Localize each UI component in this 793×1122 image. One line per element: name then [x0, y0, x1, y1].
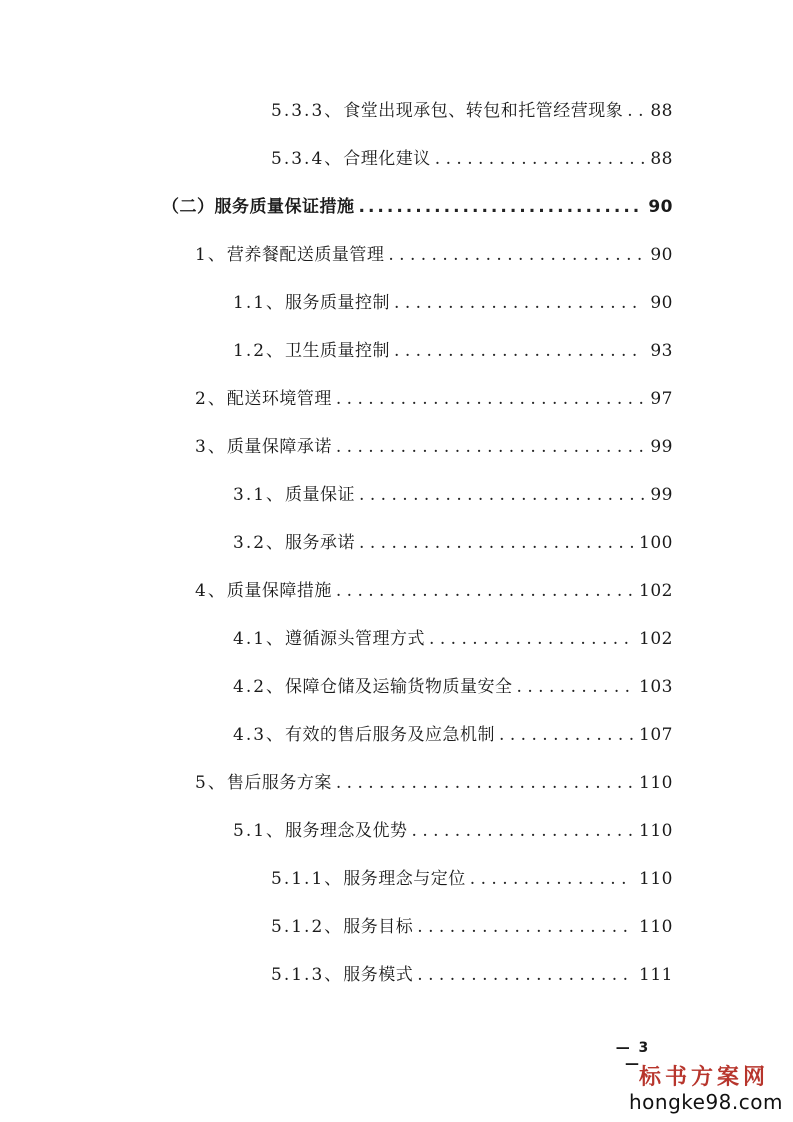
- toc-entry-title: 卫生质量控制: [285, 341, 391, 361]
- dot-leader: [336, 768, 633, 798]
- toc-entry-page: 88: [650, 149, 673, 169]
- watermark-cn-text: 标书方案网: [638, 1064, 769, 1090]
- toc-entry-3[interactable]: [195, 432, 673, 462]
- toc-entry-page: 97: [650, 389, 673, 409]
- toc-entry-title: 配送环境管理: [226, 389, 332, 409]
- toc-entry-1[interactable]: [195, 240, 673, 270]
- toc-entry-page: 90: [650, 245, 673, 265]
- toc-entry-3-2[interactable]: [233, 528, 673, 558]
- toc-entry-page: 110: [639, 869, 673, 889]
- dot-leader: [417, 960, 633, 990]
- toc-entry-5-1[interactable]: [233, 816, 673, 846]
- toc-entry-title: 合理化建议: [343, 149, 431, 169]
- toc-entry-number: 5.1.3、: [271, 965, 344, 985]
- toc-entry-page: 102: [639, 581, 673, 601]
- toc-entry-title: 质量保障承诺: [226, 437, 332, 457]
- dot-leader: [394, 288, 644, 318]
- toc-entry-page: 99: [650, 437, 673, 457]
- dot-leader: [412, 816, 634, 846]
- toc-entry-title: 食堂出现承包、转包和托管经营现象: [343, 101, 624, 121]
- toc-entry-4-2[interactable]: [233, 672, 673, 702]
- dot-leader: [336, 576, 633, 606]
- toc-entry-5-1-2[interactable]: [271, 912, 673, 942]
- dot-leader: [359, 480, 644, 510]
- toc-entry-title: 售后服务方案: [226, 773, 332, 793]
- dot-leader: [417, 912, 633, 942]
- toc-entry-number: 5.1、: [233, 821, 286, 841]
- dot-leader: [499, 720, 633, 750]
- toc-entry-title: 服务模式: [343, 965, 414, 985]
- toc-entry-number: 5、: [195, 773, 227, 793]
- toc-entry-number: 1、: [195, 245, 227, 265]
- dot-leader: [359, 528, 633, 558]
- dot-leader: [394, 336, 644, 366]
- toc-entry-number: 3.2、: [233, 533, 286, 553]
- toc-entry-number: 5.1.1、: [271, 869, 344, 889]
- toc-entry-page: 110: [639, 773, 673, 793]
- toc-entry-5-3-3[interactable]: [271, 96, 673, 126]
- toc-entry-1-2[interactable]: [233, 336, 673, 366]
- toc-entry-number: 2、: [195, 389, 227, 409]
- toc-entry-number: 5.1.2、: [271, 917, 344, 937]
- dot-leader: [336, 432, 645, 462]
- toc-entry-3-1[interactable]: [233, 480, 673, 510]
- toc-entry-number: 1.2、: [233, 341, 286, 361]
- toc-entry-number: 5.3.4、: [271, 149, 344, 169]
- watermark-en-text: hongke98.com: [629, 1090, 783, 1114]
- toc-entry-page: 111: [639, 965, 673, 985]
- toc-entry-5-1-3[interactable]: [271, 960, 673, 990]
- dot-leader: [388, 240, 644, 270]
- toc-entry-page: 90: [648, 197, 673, 217]
- toc-entry-title: （二）服务质量保证措施: [162, 197, 355, 217]
- toc-entry-section-2[interactable]: [162, 192, 673, 222]
- dot-leader: [435, 144, 645, 174]
- site-watermark: [629, 1064, 783, 1114]
- toc-entry-number: 4.3、: [233, 725, 286, 745]
- toc-entry-4[interactable]: [195, 576, 673, 606]
- toc-entry-5[interactable]: [195, 768, 673, 798]
- toc-entry-number: 3.1、: [233, 485, 286, 505]
- toc-entry-number: 3、: [195, 437, 227, 457]
- toc-entry-page: 90: [650, 293, 673, 313]
- toc-entry-number: 4.1、: [233, 629, 286, 649]
- toc-entry-title: 服务目标: [343, 917, 414, 937]
- toc-entry-page: 107: [639, 725, 673, 745]
- toc-entry-4-3[interactable]: [233, 720, 673, 750]
- toc-entry-title: 质量保证: [285, 485, 356, 505]
- toc-entry-page: 110: [639, 821, 673, 841]
- toc-entry-title: 有效的售后服务及应急机制: [285, 725, 496, 745]
- dot-leader: [517, 672, 634, 702]
- toc-entry-2[interactable]: [195, 384, 673, 414]
- toc-entry-page: 110: [639, 917, 673, 937]
- dot-leader: [627, 96, 644, 126]
- toc-entry-page: 93: [650, 341, 673, 361]
- toc-entry-page: 100: [639, 533, 673, 553]
- page-number-footer: — 3 —: [615, 1040, 651, 1072]
- toc-entry-title: 保障仓储及运输货物质量安全: [285, 677, 513, 697]
- dot-leader: [359, 192, 643, 222]
- toc-entry-title: 服务承诺: [285, 533, 356, 553]
- toc-entry-number: 4、: [195, 581, 227, 601]
- toc-entry-5-1-1[interactable]: [271, 864, 673, 894]
- toc-entry-number: 4.2、: [233, 677, 286, 697]
- toc-entry-title: 质量保障措施: [226, 581, 332, 601]
- dot-leader: [429, 624, 633, 654]
- toc-entry-title: 服务理念及优势: [285, 821, 408, 841]
- dot-leader: [470, 864, 633, 894]
- toc-entry-page: 88: [650, 101, 673, 121]
- toc-entry-title: 遵循源头管理方式: [285, 629, 426, 649]
- toc-entry-page: 102: [639, 629, 673, 649]
- toc-entry-page: 103: [639, 677, 673, 697]
- toc-entry-5-3-4[interactable]: [271, 144, 673, 174]
- toc-entry-number: 1.1、: [233, 293, 286, 313]
- dot-leader: [336, 384, 645, 414]
- toc-entry-page: 99: [650, 485, 673, 505]
- toc-entry-number: 5.3.3、: [271, 101, 344, 121]
- toc-entry-title: 服务理念与定位: [343, 869, 466, 889]
- toc-entry-title: 服务质量控制: [285, 293, 391, 313]
- toc-entry-4-1[interactable]: [233, 624, 673, 654]
- toc-entry-1-1[interactable]: [233, 288, 673, 318]
- toc-entry-title: 营养餐配送质量管理: [226, 245, 385, 265]
